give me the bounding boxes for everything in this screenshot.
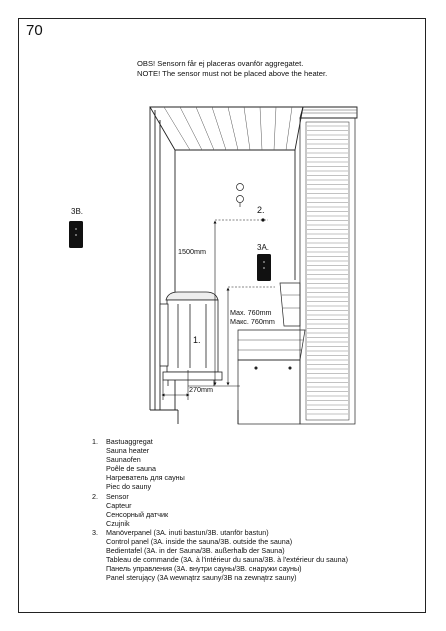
label-panel-outside: 3B. bbox=[71, 207, 84, 216]
legend-number: 2. bbox=[92, 491, 98, 501]
legend-line: Control panel (3A. inside the sauna/3B. outside the sauna) bbox=[106, 537, 293, 547]
legend-line: Poêle de sauna bbox=[106, 464, 156, 474]
note-english: NOTE! The sensor must not be placed above the heater. bbox=[137, 69, 328, 78]
dimension-max-760mm-ru: Макс. 760mm bbox=[230, 317, 275, 326]
label-panel-inside: 3A. bbox=[257, 243, 270, 252]
control-panel-outside bbox=[69, 221, 83, 248]
legend-line: Czujnik bbox=[106, 518, 130, 528]
legend-line: Bedientafel (3A. in der Sauna/3B. außerhalb der Sauna) bbox=[106, 546, 285, 556]
legend-line: Bastuaggregat bbox=[106, 437, 153, 446]
legend-line: Нагреватель для сауны bbox=[106, 473, 185, 483]
legend-line: Panel sterujący (3A wewnątrz sauny/3B na zewnątrz sauny) bbox=[106, 573, 297, 583]
legend-number: 3. bbox=[92, 527, 98, 537]
legend-item-control-panel bbox=[92, 528, 348, 583]
legend-line: Sensor bbox=[106, 491, 129, 501]
legend-line: Tableau de commande (3A. à l'intérieur du sauna/3B. à l'extérieur du sauna) bbox=[106, 555, 349, 565]
sensor-unit bbox=[237, 184, 244, 208]
legend-line: Manöverpanel (3A. inuti bastun/3B. utanför bastun) bbox=[106, 527, 269, 537]
legend-line: Piec do sauny bbox=[106, 482, 152, 492]
sauna-heater bbox=[160, 292, 222, 386]
sauna-ceiling bbox=[150, 107, 357, 150]
note-swedish: OBS! Sensorn får ej placeras ovanför aggregatet. bbox=[137, 59, 304, 68]
page-number: 70 bbox=[26, 22, 43, 39]
legend-item-sensor bbox=[92, 492, 348, 528]
control-panel-inside bbox=[257, 254, 271, 281]
legend-item-heater bbox=[92, 437, 348, 492]
legend-line: Saunaofen bbox=[106, 455, 141, 465]
dimension-max-760mm: Max. 760mm bbox=[230, 308, 272, 317]
legend-line: Capteur bbox=[106, 500, 132, 510]
sauna-bench bbox=[238, 283, 305, 424]
legend-line: Панель управления (3A. внутри сауны/3B. снаружи сауны) bbox=[106, 564, 302, 574]
sauna-door bbox=[300, 118, 355, 424]
legend-number: 1. bbox=[92, 437, 98, 446]
dimension-270mm: 270mm bbox=[189, 385, 213, 394]
legend-line: Сенсорный датчик bbox=[106, 509, 169, 519]
legend-line: Sauna heater bbox=[106, 446, 150, 456]
dimension-1500mm: 1500mm bbox=[178, 247, 206, 256]
legend bbox=[92, 437, 348, 583]
label-sensor: 2. bbox=[257, 205, 265, 215]
label-heater: 1. bbox=[193, 335, 201, 345]
